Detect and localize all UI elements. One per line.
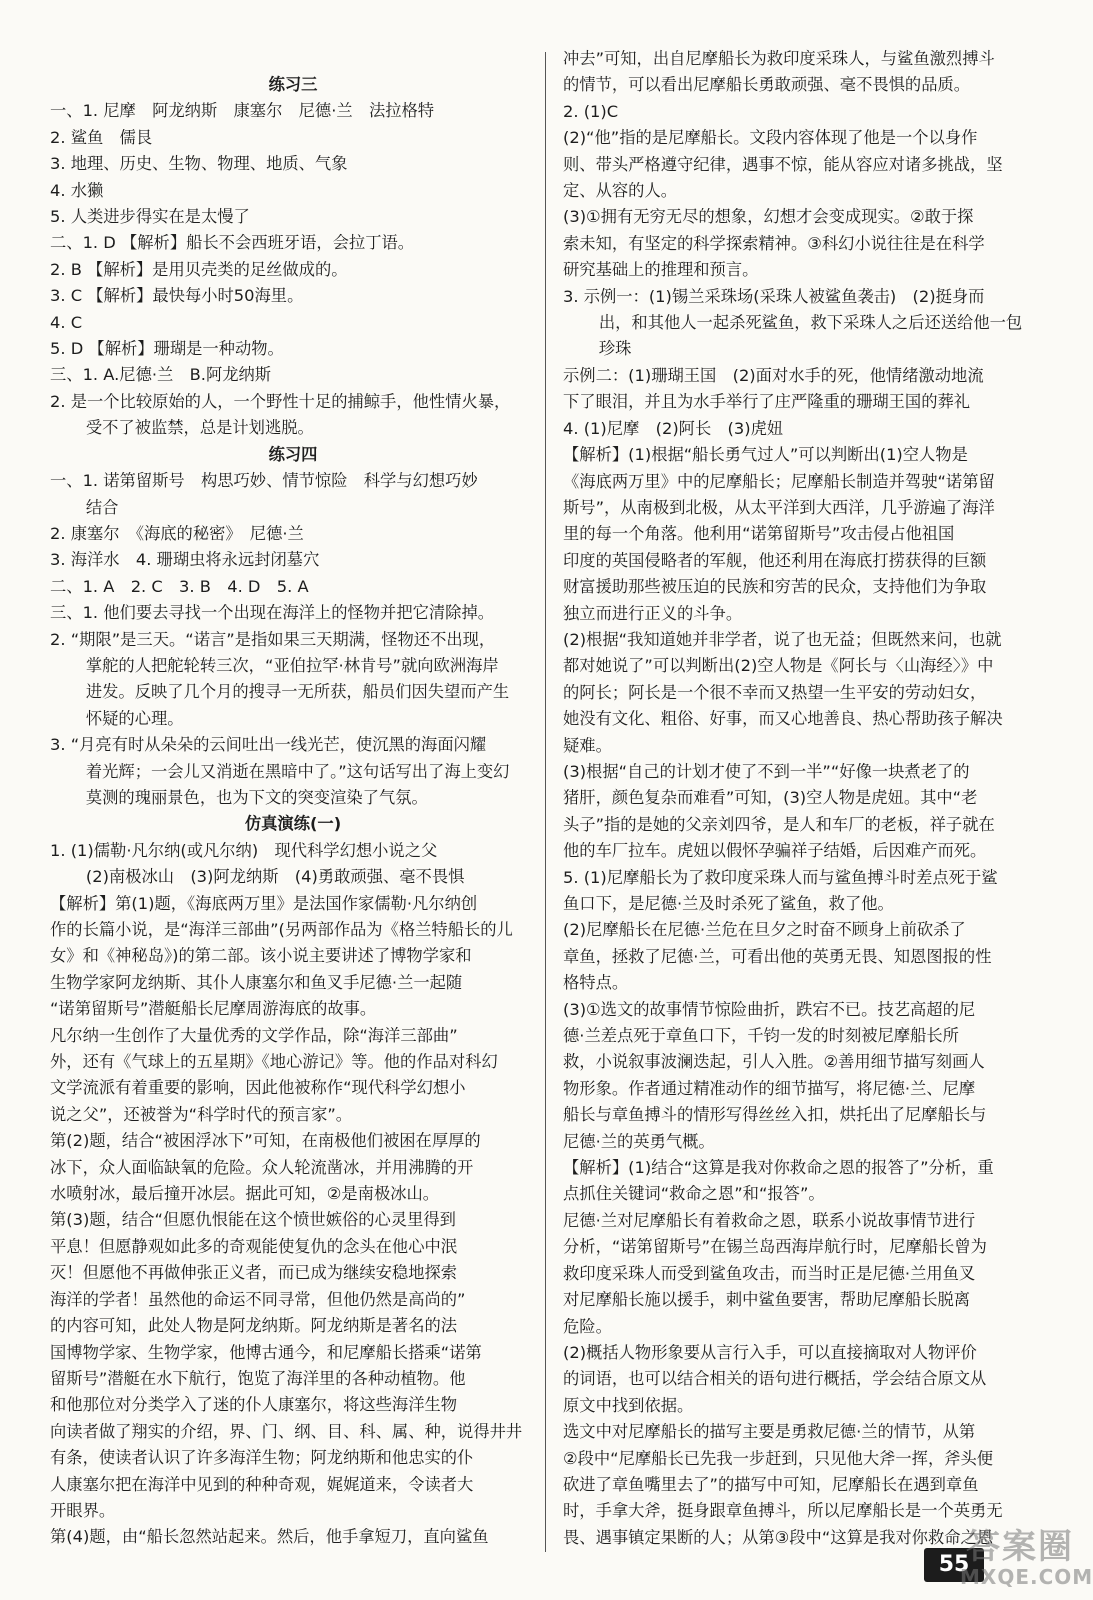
text-line: 留斯号”潜艇在水下航行，饱览了海洋里的各种动植物。他 xyxy=(50,1368,466,1388)
text-line: 怀疑的心理。 xyxy=(85,708,184,728)
text-line: 2. 康塞尔 《海底的秘密》 尼德·兰 xyxy=(50,523,304,543)
text-line: 受不了被监禁，总是计划逃脱。 xyxy=(85,418,314,438)
text-line: 的内容可知，此处人物是阿龙纳斯。阿龙纳斯是著名的法 xyxy=(50,1316,458,1336)
text-line: 灭！但愿他不再做伸张正义者，而已成为继续安稳地探索 xyxy=(50,1263,458,1283)
text-line: 出，和其他人一起杀死鲨鱼，救下采珠人之后还送给他一包 xyxy=(598,313,1023,333)
text-line: 选文中对尼摩船长的描写主要是勇救尼德·兰的情节，从第 xyxy=(563,1422,976,1442)
text-line: (3)①拥有无穷无尽的想象，幻想才会变成现实。②敢于探 xyxy=(563,207,974,227)
text-line: 和他那位对分类学入了迷的仆人康塞尔，将这些海洋生物 xyxy=(50,1395,458,1415)
text-line: 物形象。作者通过精准动作的细节描写，将尼德·兰、尼摩 xyxy=(563,1078,976,1098)
text-line: 作的长篇小说，是“海洋三部曲”(另两部作品为《格兰特船长的儿 xyxy=(50,920,513,939)
text-line: 海洋的学者！虽然他的命运不同寻常，但他仍然是高尚的” xyxy=(50,1289,466,1309)
text-line: 2. “期限”是三天。“诺言”是指如果三天期满，怪物还不出现， xyxy=(50,629,496,649)
text-line: 里的每一个角落。他利用“诺第留斯号”攻击侵占他祖国 xyxy=(563,524,955,544)
left-column xyxy=(50,72,536,1551)
text-line: 2. B 【解析】是用贝壳类的足丝做成的。 xyxy=(50,259,348,279)
text-line: 畏、遇事镇定果断的人；从第③段中“这算是我对你救命之恩 xyxy=(563,1527,994,1547)
text-line: 【解析】(1)结合“这算是我对你救命之恩的报答了”分析，重 xyxy=(563,1158,994,1178)
text-line: 《海底两万里》中的尼摩船长；尼摩船长制造并驾驶“诺第留 xyxy=(563,471,995,491)
text-line: 危险。 xyxy=(563,1316,612,1336)
right-column xyxy=(563,46,1046,1551)
text-line: 下了眼泪，并且为水手举行了庄严隆重的珊瑚王国的葬礼 xyxy=(563,392,971,412)
text-line: 水喷射冰，最后撞开冰层。据此可知，②是南极冰山。 xyxy=(50,1184,440,1204)
text-line: 头子”指的是她的父亲刘四爷，是人和车厂的老板，祥子就在 xyxy=(563,814,995,834)
text-line: 5. D 【解析】珊瑚是一种动物。 xyxy=(50,339,284,359)
text-line: 猪肝，颜色复杂而难看”可知，(3)空人物是虎妞。其中“老 xyxy=(563,788,978,808)
text-line: 文学流派有着重要的影响，因此他被称作“现代科学幻想小 xyxy=(50,1078,466,1098)
text-line: 定、从容的人。 xyxy=(563,181,677,201)
text-line: 救印度采珠人而受到鲨鱼攻击，而当时正是尼德·兰用鱼叉 xyxy=(563,1263,976,1283)
text-line: 都对她说了”可以判断出(2)空人物是《阿长与〈山海经〉》中 xyxy=(563,656,994,676)
text-line: 【解析】(1)根据“船长勇气过人”可以判断出(1)空人物是 xyxy=(563,445,968,465)
text-line: 3. 示例一：(1)锡兰采珠场(采珠人被鲨鱼袭击) (2)挺身而 xyxy=(563,286,985,306)
text-line: 外，还有《气球上的五星期》《地心游记》等。他的作品对科幻 xyxy=(50,1052,498,1072)
text-line: 有条，使读者认识了许多海洋生物；阿龙纳斯和他忠实的仆 xyxy=(50,1448,474,1468)
text-line: 则、带头严格遵守纪律，遇事不惊，能从容应对诸多挑战，坚 xyxy=(563,154,1003,174)
text-line: 疑难。 xyxy=(563,735,612,755)
text-line: 3. 海洋水 4. 珊瑚虫将永远封闭墓穴 xyxy=(50,550,320,570)
text-line: 尼德·兰的英勇气概。 xyxy=(563,1131,715,1151)
text-line: 格特点。 xyxy=(563,973,629,993)
text-line: (2)概括人物形象要从言行入手，可以直接摘取对人物评价 xyxy=(563,1342,977,1362)
section-title: 仿真演练(一) xyxy=(244,814,342,834)
text-line: (3)①选文的故事情节惊险曲折，跌宕不已。技艺高超的尼 xyxy=(563,999,976,1019)
text-line: 4. C xyxy=(50,312,83,332)
text-line: 索未知，有坚定的科学探索精神。③科幻小说往往是在科学 xyxy=(563,233,985,253)
text-line: 【解析】第(1)题，《海底两万里》是法国作家儒勒·凡尔纳创 xyxy=(50,893,478,913)
text-line: 时，手拿大斧，挺身跟章鱼搏斗，所以尼摩船长是一个英勇无 xyxy=(563,1501,1003,1521)
text-line: 三、1. 他们要去寻找一个出现在海洋上的怪物并把它清除掉。 xyxy=(50,603,495,623)
watermark-domain: MXQE.COM xyxy=(960,1565,1093,1589)
text-line: 的情节，可以看出尼摩船长勇敢顽强、毫不畏惧的品质。 xyxy=(563,75,971,95)
text-line: 尼德·兰对尼摩船长有着救命之恩，联系小说故事情节进行 xyxy=(563,1210,976,1230)
text-line: 分析，“诺第留斯号”在锡兰岛西海岸航行时，尼摩船长曾为 xyxy=(563,1237,987,1257)
text-line: 冰下，众人面临缺氧的危险。众人轮流凿冰，并用沸腾的开 xyxy=(50,1157,474,1177)
text-line: 凡尔纳一生创作了大量优秀的文学作品，除“海洋三部曲” xyxy=(50,1025,458,1045)
text-line: 冲去”可知，出自尼摩船长为救印度采珠人，与鲨鱼激烈搏斗 xyxy=(563,49,995,68)
text-line: 的词语，也可以结合相关的语句进行概括，学会结合原文从 xyxy=(563,1369,987,1389)
text-line: 珍珠 xyxy=(598,339,632,359)
section-title: 练习三 xyxy=(268,75,318,94)
text-line: 研究基础上的推理和预言。 xyxy=(563,260,759,280)
text-line: 德·兰差点死于章鱼口下，千钧一发的时刻被尼摩船长所 xyxy=(563,1026,959,1046)
page-number: 55 xyxy=(924,1548,984,1582)
text-line: 三、1. A.尼德·兰 B.阿龙纳斯 xyxy=(50,365,272,385)
text-line: 莫测的瑰丽景色，也为下文的突变渲染了气氛。 xyxy=(85,787,428,807)
text-line: 一、1. 尼摩 阿龙纳斯 康塞尔 尼德·兰 法拉格特 xyxy=(50,101,435,121)
text-line: 章鱼，拯救了尼德·兰，可看出他的英勇无畏、知恩图报的性 xyxy=(563,946,992,966)
text-line: 女》和《神秘岛》)的第二部。该小说主要讲述了博物学家和 xyxy=(50,946,472,966)
text-line: 砍进了章鱼嘴里去了”的描写中可知，尼摩船长在遇到章鱼 xyxy=(563,1474,979,1494)
text-line: 结合 xyxy=(85,497,119,517)
text-line: 第(3)题，结合“但愿仇恨能在这个愤世嫉俗的心灵里得到 xyxy=(50,1210,456,1230)
text-line: 2. (1)C xyxy=(563,101,619,121)
text-line: (2)“他”指的是尼摩船长。文段内容体现了他是一个以身作 xyxy=(563,128,978,148)
text-line: 印度的英国侵略者的军舰，他还利用在海底打捞获得的巨额 xyxy=(563,550,987,570)
text-line: 二、1. A 2. C 3. B 4. D 5. A xyxy=(50,576,309,596)
text-line: 2. 是一个比较原始的人，一个野性十足的捕鲸手，他性情火暴， xyxy=(50,391,511,411)
text-line: 4. 水獭 xyxy=(50,180,104,200)
text-line: 1. (1)儒勒·凡尔纳(或凡尔纳) 现代科学幻想小说之父 xyxy=(50,840,438,860)
text-line: 3. “月亮有时从朵朵的云间吐出一线光芒，使沉黑的海面闪耀 xyxy=(50,735,487,755)
text-line: 斯号”，从南极到北极，从太平洋到大西洋，几乎游遍了海洋 xyxy=(563,497,995,517)
text-line: 船长与章鱼搏斗的情形写得丝丝入扣，烘托出了尼摩船长与 xyxy=(563,1105,987,1125)
text-line: 她没有文化、粗俗、好事，而又心地善良、热心帮助孩子解决 xyxy=(563,709,1003,729)
text-line: 国博物学家、生物学家，他博古通今，和尼摩船长搭乘“诺第 xyxy=(50,1342,482,1362)
text-line: “诺第留斯号”潜艇船长尼摩周游海底的故事。 xyxy=(50,999,377,1019)
text-line: 3. 地理、历史、生物、物理、地质、气象 xyxy=(50,154,348,174)
text-line: (2)根据“我知道她并非学者，说了也无益；但既然来问，也就 xyxy=(563,629,1002,649)
text-line: 人康塞尔把在海洋中见到的种种奇观，娓娓道来，令读者大 xyxy=(50,1474,474,1494)
text-line: 向读者做了翔实的介绍，界、门、纲、目、科、属、种，说得井井 xyxy=(50,1421,523,1441)
text-line: 独立而进行正义的斗争。 xyxy=(563,603,743,623)
text-line: 说之父”，还被誉为“科学时代的预言家”。 xyxy=(50,1104,353,1124)
text-line: 5. (1)尼摩船长为了救印度采珠人而与鲨鱼搏斗时差点死于鲨 xyxy=(563,867,998,887)
text-line: 5. 人类进步得实在是太慢了 xyxy=(50,207,250,227)
text-line: 第(4)题，由“船长忽然站起来。然后，他手拿短刀，直向鲨鱼 xyxy=(50,1527,489,1547)
text-line: 掌舵的人把舵轮转三次，“亚伯拉罕·林肯号”就向欧洲海岸 xyxy=(85,655,499,675)
text-line: (3)根据“自己的计划才使了不到一半”“好像一块煮老了的 xyxy=(563,761,970,781)
text-line: 开眼界。 xyxy=(50,1500,116,1520)
text-line: 生物学家阿龙纳斯、其仆人康塞尔和鱼叉手尼德·兰一起随 xyxy=(50,972,463,992)
text-line: 2. 鲨鱼 儒艮 xyxy=(50,127,153,147)
section-title: 练习四 xyxy=(268,444,318,464)
text-line: 平息！但愿静观如此多的奇观能使复仇的念头在他心中泯 xyxy=(50,1236,458,1256)
text-line: 4. (1)尼摩 (2)阿长 (3)虎妞 xyxy=(563,418,784,438)
text-line: ②段中“尼摩船长已先我一步赶到，只见他大斧一挥，斧头便 xyxy=(563,1448,994,1468)
text-line: 示例二：(1)珊瑚王国 (2)面对水手的死，他情绪激动地流 xyxy=(563,365,984,385)
text-line: 原文中找到依据。 xyxy=(563,1395,694,1415)
watermark-logo xyxy=(960,1527,1093,1592)
text-line: (2)尼摩船长在尼德·兰危在旦夕之时奋不顾身上前砍杀了 xyxy=(563,920,966,940)
text-line: 他的车厂拉车。虎妞以假怀孕骗祥子结婚，后因难产而死。 xyxy=(563,841,987,861)
text-line: 财富援助那些被压迫的民族和穷苦的民众，支持他们为争取 xyxy=(563,577,987,597)
text-line: 一、1. 诺第留斯号 构思巧妙、情节惊险 科学与幻想巧妙 xyxy=(50,471,478,491)
text-line: 鱼口下，是尼德·兰及时杀死了鲨鱼，救了他。 xyxy=(563,894,894,913)
text-line: 对尼摩船长施以援手，刺中鲨鱼要害，帮助尼摩船长脱离 xyxy=(563,1290,971,1310)
text-line: 进发。反映了几个月的搜寻一无所获，船员们因失望而产生 xyxy=(85,682,510,702)
column-divider xyxy=(545,52,546,1552)
watermark-text: 答案圈 xyxy=(966,1527,1074,1567)
text-line: 3. C 【解析】最快每小时50海里。 xyxy=(50,286,304,306)
text-line: 第(2)题，结合“被困浮冰下”可知，在南极他们被困在厚厚的 xyxy=(50,1131,481,1151)
text-line: (2)南极冰山 (3)阿龙纳斯 (4)勇敢顽强、毫不畏惧 xyxy=(85,867,465,887)
text-line: 着光辉；一会儿又消逝在黑暗中了。”这句话写出了海上变幻 xyxy=(85,761,510,781)
text-line: 的阿长；阿长是一个很不幸而又热望一生平安的劳动妇女， xyxy=(563,682,987,702)
text-line: 点抓住关键词“救命之恩”和“报答”。 xyxy=(563,1184,825,1204)
text-line: 救，小说叙事波澜迭起，引人入胜。②善用细节描写刻画人 xyxy=(563,1052,985,1072)
text-line: 二、1. D 【解析】船长不会西班牙语，会拉丁语。 xyxy=(50,233,415,253)
